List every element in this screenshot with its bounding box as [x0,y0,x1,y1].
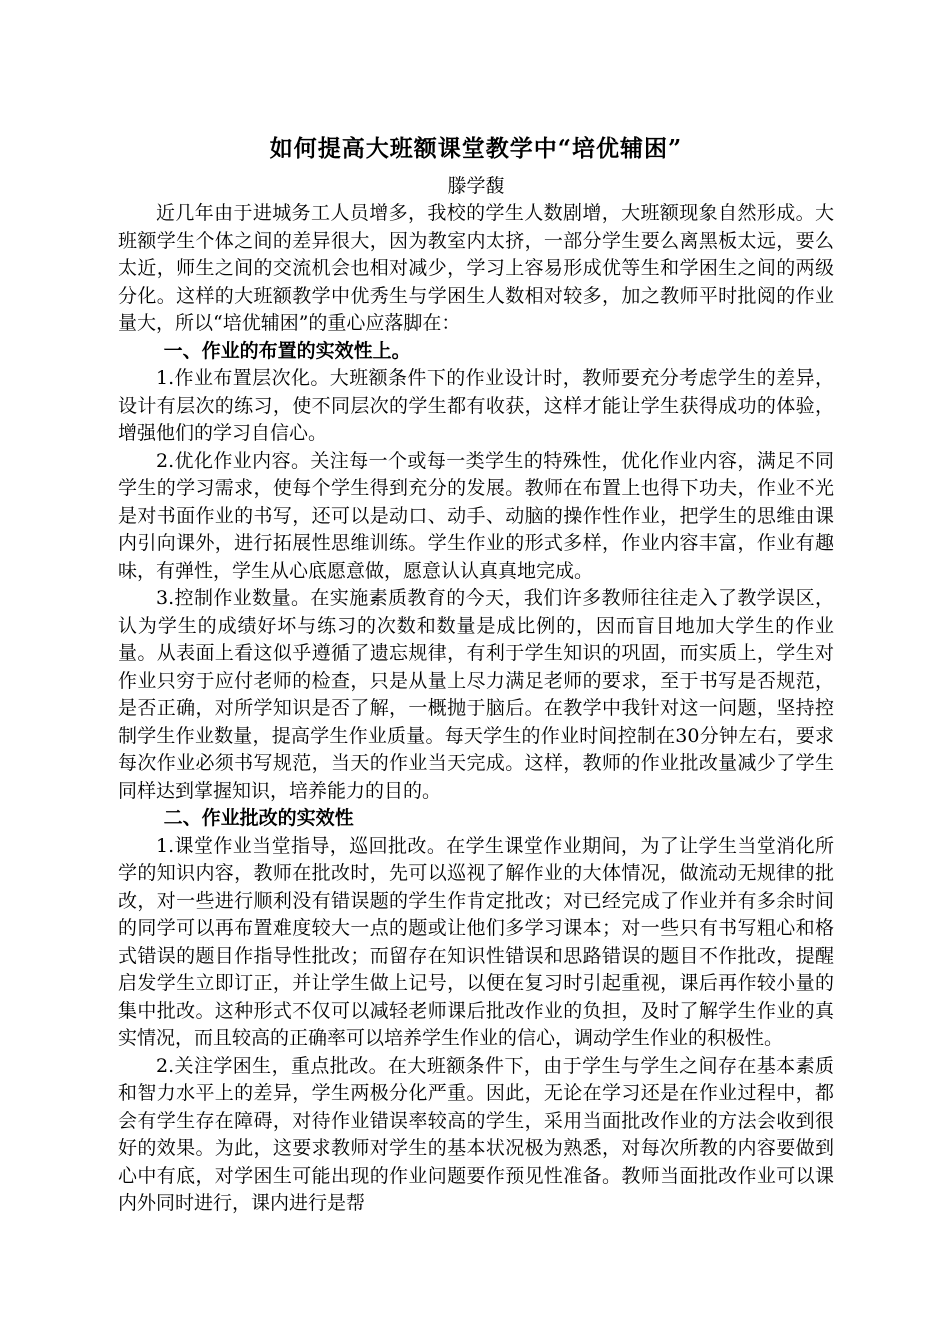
paragraph-intro: 近几年由于进城务工人员增多，我校的学生人数剧增，大班额现象自然形成。大班额学生个体之间的差异很大，因为教室内太挤，一部分学生要么离黑板太远，要么太近，师生之间的交流机会也相对减少，学习上容易形成优等生和学困生之间的两级分化。这样的大班额教学中优秀生与学困生人数相对较多，加之教师平时批阅的作业量大，所以“培优辅困”的重心应落脚在： [118,202,834,334]
section-heading-1: 一、作业的布置的实效性上。 [163,339,411,362]
paragraph-1-1: 1.作业布置层次化。大班额条件下的作业设计时，教师要充分考虑学生的差异，设计有层次的练习，使不同层次的学生都有收获，这样才能让学生获得成功的体验，增强他们的学习自信心。 [118,367,834,444]
document-author: 滕学馥 [447,175,505,197]
document-title: 如何提高大班额课堂教学中“培优辅困” [269,135,683,162]
section-heading-2: 二、作业批改的实效性 [163,807,354,829]
paragraph-2-2: 2.关注学困生，重点批改。在大班额条件下，由于学生与学生之间存在基本素质和智力水平上的差异，学生两极分化严重。因此，无论在学习还是在作业过程中，都会有学生存在障碍，对待作业错误率较高的学生，采用当面批改作业的方法会收到很好的效果。为此，这要求教师对学生的基本状况极为熟悉，对每次所教的内容要做到心中有底，对学困生可能出现的作业问题要作预见性准备。教师当面批改作业可以课内外同时进行，课内进行是帮 [118,1054,834,1214]
document-body [118,132,834,1218]
paragraph-1-2: 2.优化作业内容。关注每一个或每一类学生的特殊性，优化作业内容，满足不同学生的学习需求，使每个学生得到充分的发展。教师在布置上也得下功夫，作业不光是对书面作业的书写，还可以是动口、动手、动脑的操作性作业，把学生的思维由课内引向课外，进行拓展性思维训练。学生作业的形式多样，作业内容丰富，作业有趣味，有弹性，学生从心底愿意做，愿意认认真真地完成。 [118,449,834,582]
paragraph-2-1: 1.课堂作业当堂指导，巡回批改。在学生课堂作业期间，为了让学生当堂消化所学的知识内容，教师在批改时，先可以巡视了解作业的大体情况，做流动无规律的批改，对一些进行顺利没有错误题的学生作肯定批改；对已经完成了作业并有多余时间的同学可以再布置难度较大一点的题或让他们多学习课本；对一些只有书写粗心和格式错误的题目作指导性批改；而留存在知识性错误和思路错误的题目不作批改，提醒启发学生立即订正，并让学生做上记号，以便在复习时引起重视，课后再作较小量的集中批改。这种形式不仅可以减轻老师课后批改作业的负担，及时了解学生作业的真实情况，而且较高的正确率可以培养学生作业的信心，调动学生作业的积极性。 [118,834,834,1049]
paragraph-1-3: 3.控制作业数量。在实施素质教育的今天，我们许多教师往往走入了教学误区，认为学生的成绩好坏与练习的次数和数量是成比例的，因而盲目地加大学生的作业量。从表面上看这似乎遵循了遗忘规律，有利于学生知识的巩固，而实质上，学生对作业只穷于应付老师的检查，只是从量上尽力满足老师的要求，至于书写是否规范，是否正确，对所学知识是否了解，一概抛于脑后。在教学中我针对这一问题，坚持控制学生作业数量，提高学生作业质量。每天学生的作业时间控制在30分钟左右，要求每次作业必须书写规范，当天的作业当天完成。这样，教师的作业批改量减少了学生同样达到掌握知识，培养能力的目的。 [118,587,834,802]
